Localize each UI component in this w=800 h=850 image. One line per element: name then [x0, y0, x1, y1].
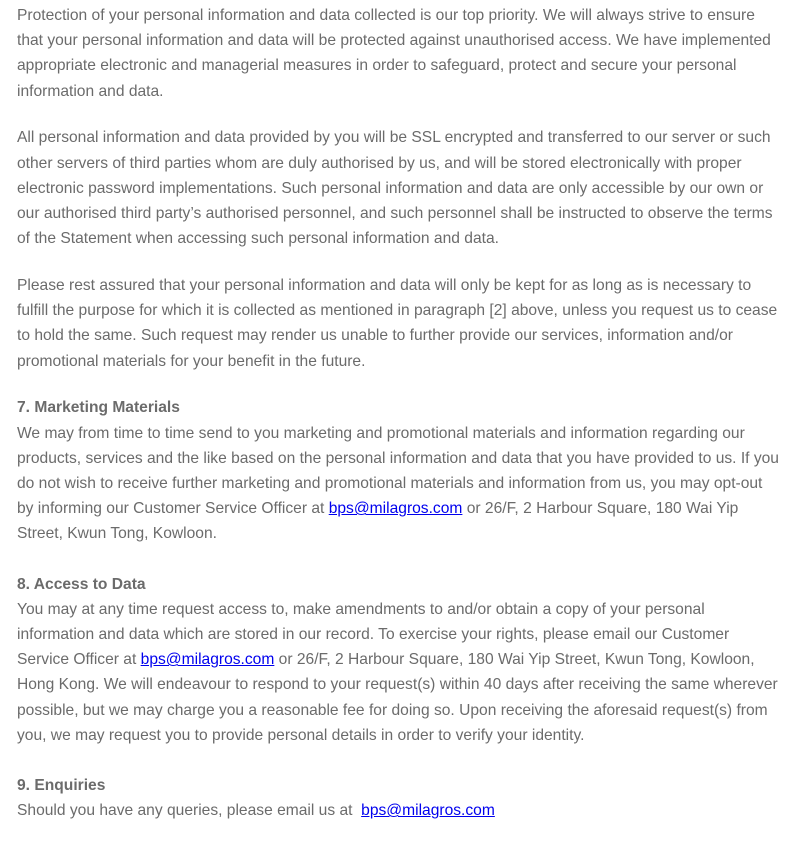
marketing-text-after: or 26/F, 2 Harbour Square, 180 Wai Yip Street, Kwun Tong, Kowloon.	[17, 500, 739, 543]
marketing-section	[17, 395, 783, 546]
security-paragraph-1: Protection of your personal information and data collected is our top priority. We will always strive to ensure that your personal information and data will be protected against unauthorised access. We have implemented appropriate electronic and managerial measures in order to safeguard, protect and secure your personal information and data.	[17, 7, 771, 100]
security-paragraph-3: Please rest assured that your personal information and data will only be kept for as long as is necessary to fulfill the purpose for which it is collected as mentioned in paragraph [2] above, unless you request us to cease to hold the same. Such request may render us unable to further provide our services, information and/or promotional materials for your benefit in the future.	[17, 277, 778, 370]
enquiries-section	[17, 773, 783, 823]
access-text-after: or 26/F, 2 Harbour Square, 180 Wai Yip Street, Kwun Tong, Kowloon, Hong Kong. We will endeavour to respond to your request(s) within 40 days after receiving the same wherever possible, but we may charge you a reasonable fee for doing so. Upon receiving the aforesaid request(s) from you, we may request you to provide personal details in order to verify your identity.	[17, 651, 778, 744]
marketing-heading: 7. Marketing Materials	[17, 399, 180, 417]
security-paragraph-2: All personal information and data provided by you will be SSL encrypted and transferred to our server or such other servers of third parties whom are duly authorised by us, and will be stored electronically with proper electronic password implementations. Such personal information and data are only accessible by our own or our authorised third party’s authorised personnel, and such personnel shall be instructed to observe the terms of the Statement when accessing such personal information and data.	[17, 129, 773, 248]
marketing-email-link[interactable]: bps@milagros.com	[328, 500, 463, 518]
access-section	[17, 572, 783, 748]
enquiries-text: Should you have any queries, please email us at	[17, 802, 362, 820]
enquiries-email-link[interactable]: bps@milagros.com	[361, 802, 495, 820]
access-heading: 8. Access to Data	[17, 575, 146, 593]
privacy-statement	[17, 3, 783, 845]
access-text-before: You may at any time request access to, make amendments to and/or obtain a copy of your personal information and data which are stored in our record. To exercise your rights, please email our Customer Service Officer at	[17, 600, 730, 669]
marketing-text-before: We may from time to time send to you marketing and promotional materials and information regarding our products, services and the like based on the personal information and data that you have provided to us. If you do not wish to receive further marketing and promotional materials and information from us, you may opt-out by informing our Customer Service Officer at	[17, 424, 779, 518]
enquiries-heading: 9. Enquiries	[17, 777, 106, 795]
access-email-link[interactable]: bps@milagros.com	[140, 651, 275, 669]
